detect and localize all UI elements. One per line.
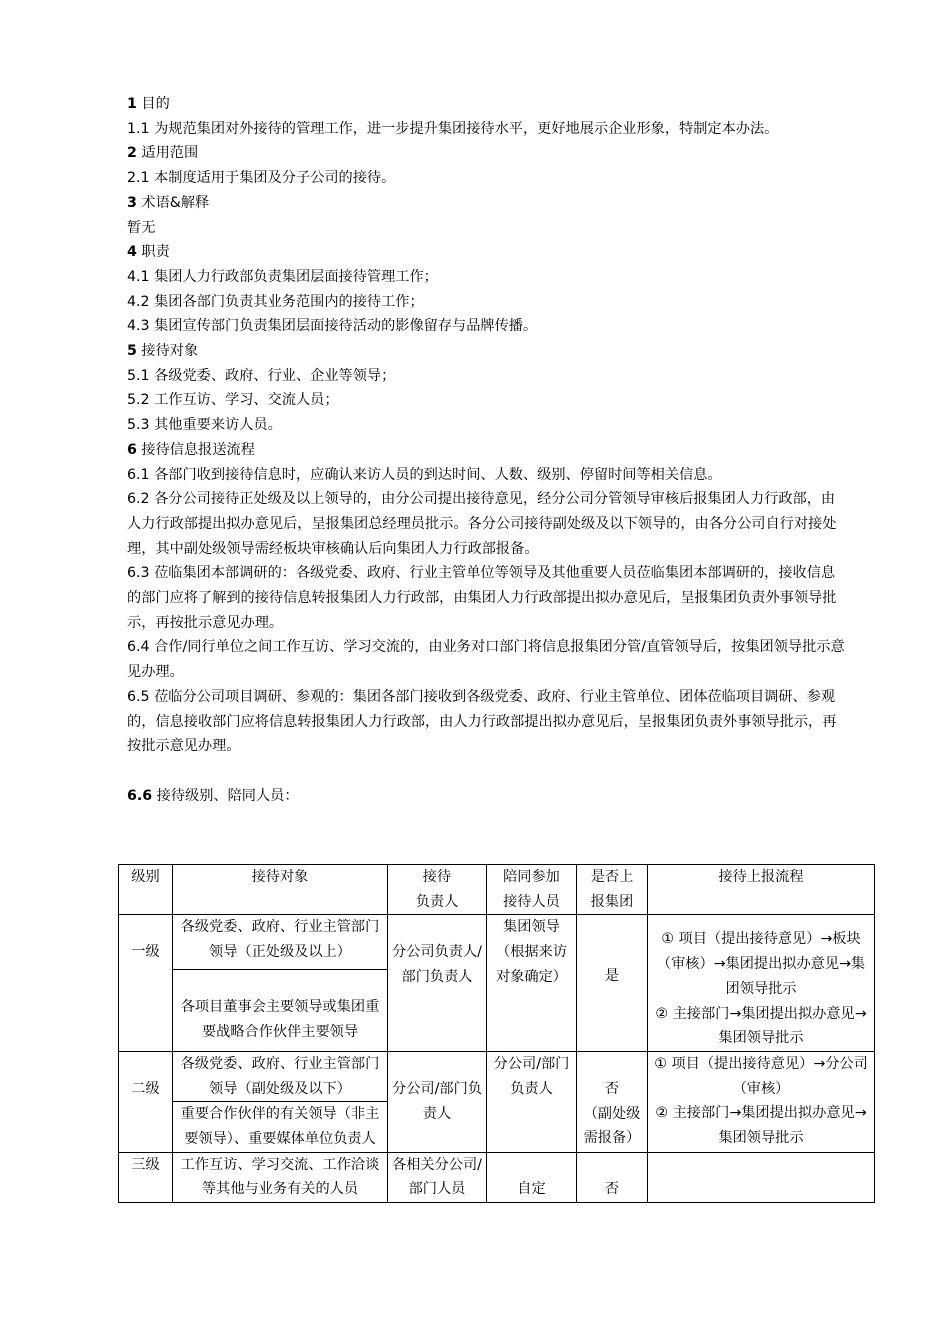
section-heading: 5 接待对象	[127, 343, 199, 360]
document-body	[127, 92, 847, 809]
section-heading: 1 目的	[127, 96, 170, 112]
cell-flow: ① 项目（提出接待意见）→分公司（审核） ② 主接部门→集团提出拟办意见→集团领导批示	[648, 1051, 875, 1152]
paragraph: 5.1 各级党委、政府、行业、企业等领导；	[127, 367, 396, 384]
cell-escort: 自定	[487, 1152, 577, 1202]
section-heading: 3 术语&解释	[127, 194, 210, 211]
table-row	[119, 1051, 875, 1101]
header-escort: 陪同参加 接待人员	[487, 865, 577, 915]
cell-target: 各项目董事会主要领导或集团重要战略合作伙伴主要领导	[173, 970, 388, 1052]
paragraph: 4.3 集团宣传部门负责集团层面接待活动的影像留存与品牌传播。	[127, 318, 538, 335]
header-owner: 接待 负责人	[388, 865, 487, 915]
cell-report: 否	[577, 1152, 648, 1202]
table-row	[119, 1152, 875, 1202]
reception-level-table	[118, 864, 875, 1203]
cell-level: 二级	[119, 1051, 173, 1152]
cell-owner: 分公司/部门负责人	[388, 1051, 487, 1152]
section-heading: 2 适用范围	[127, 145, 199, 162]
cell-target: 各级党委、政府、行业主管部门领导（正处级及以上）	[173, 915, 388, 970]
cell-owner: 各相关分公司/部门人员	[388, 1152, 487, 1202]
header-report: 是否上 报集团	[577, 865, 648, 915]
section-heading: 6 接待信息报送流程	[127, 441, 255, 458]
paragraph: 6.3 莅临集团本部调研的：各级党委、政府、行业主管单位等领导及其他重要人员莅临集团本部调研的，接收信息的部门应将了解到的接待信息转报集团人力行政部，由集团人力行政部提出拟办意见后，呈报集团负责外事领导批示，再按批示意见办理。	[127, 565, 837, 631]
cell-flow: ① 项目（提出接待意见）→板块（审核）→集团提出拟办意见→集团领导批示 ② 主接部门→集团提出拟办意见→集团领导批示	[648, 915, 875, 1052]
table-row	[119, 915, 875, 970]
paragraph: 6.2 各分公司接待正处级及以上领导的，由分公司提出接待意见，经分公司分管领导审核后报集团人力行政部，由人力行政部提出拟办意见后，呈报集团总经理员批示。各分公司接待副处级及以下领导的，由各分公司自行对接处理，其中副处级领导需经板块审核确认后向集团人力行政部报备。	[127, 491, 837, 557]
paragraph: 4.1 集团人力行政部负责集团层面接待管理工作；	[127, 268, 438, 285]
cell-escort: 集团领导（根据来访对象确定）	[487, 915, 577, 1052]
paragraph: 6.5 莅临分公司项目调研、参观的：集团各部门接收到各级党委、政府、行业主管单位、团体莅临项目调研、参观的，信息接收部门应将信息转报集团人力行政部，由人力行政部提出拟办意见后，呈报集团负责外事领导批示，再按批示意见办理。	[127, 688, 837, 755]
cell-target: 各级党委、政府、行业主管部门领导（副处级及以下）	[173, 1051, 388, 1101]
paragraph: 1.1 为规范集团对外接待的管理工作，进一步提升集团接待水平，更好地展示企业形象，特制定本办法。	[127, 120, 779, 137]
cell-target: 工作互访、学习交流、工作洽谈等其他与业务有关的人员	[173, 1152, 388, 1202]
header-target: 接待对象	[173, 865, 388, 915]
cell-level: 三级	[119, 1152, 173, 1202]
cell-target: 重要合作伙伴的有关领导（非主要领导）、重要媒体单位负责人	[173, 1102, 388, 1152]
cell-report: 否 （副处级需报备）	[577, 1051, 648, 1152]
header-level: 级别	[119, 865, 173, 915]
cell-flow	[648, 1152, 875, 1202]
paragraph: 5.3 其他重要来访人员。	[127, 417, 282, 434]
paragraph: 2.1 本制度适用于集团及分子公司的接待。	[127, 170, 396, 187]
cell-level: 一级	[119, 915, 173, 1052]
cell-report: 是	[577, 915, 648, 1052]
paragraph: 6.4 合作/同行单位之间工作互访、学习交流的，由业务对口部门将信息报集团分管/直管领导后，按集团领导批示意见办理。	[127, 639, 845, 681]
table-caption: 6.6 接待级别、陪同人员：	[127, 787, 299, 804]
paragraph: 暂无	[127, 219, 156, 236]
paragraph: 5.2 工作互访、学习、交流人员；	[127, 392, 339, 409]
cell-owner: 分公司负责人/部门负责人	[388, 915, 487, 1052]
table-header-row	[119, 865, 875, 915]
section-heading: 4 职责	[127, 244, 170, 261]
header-flow: 接待上报流程	[648, 865, 875, 915]
paragraph: 6.1 各部门收到接待信息时，应确认来访人员的到达时间、人数、级别、停留时间等相关信息。	[127, 466, 722, 483]
cell-escort: 分公司/部门负责人	[487, 1051, 577, 1152]
paragraph: 4.2 集团各部门负责其业务范围内的接待工作；	[127, 293, 424, 310]
